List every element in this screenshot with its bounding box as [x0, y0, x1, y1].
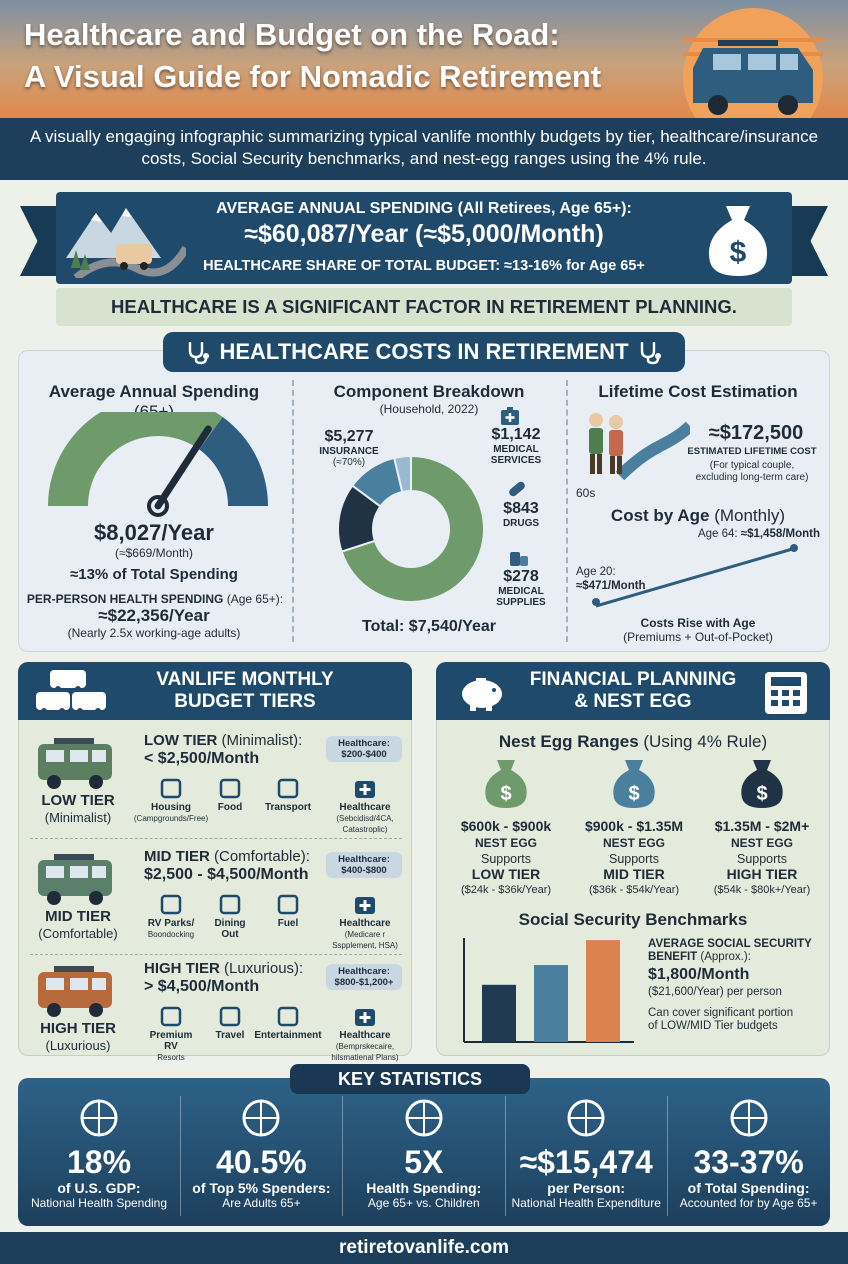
- key-stat-value: 18%: [66, 1144, 132, 1180]
- nest-egg-bag-icon: [608, 756, 660, 810]
- tier-item-icon: [218, 776, 242, 800]
- tier-name: LOW TIER: [41, 792, 115, 809]
- breakdown-heading: Component Breakdown: [333, 382, 525, 401]
- ss-bar-0: [482, 985, 516, 1042]
- calculator-icon: [762, 670, 810, 716]
- person-dollar-icon: [556, 1094, 616, 1140]
- nest-egg-supports: Supports: [608, 852, 660, 866]
- first-aid-icon: [500, 406, 520, 426]
- key-stat-sublabel: Age 65+ vs. Children: [367, 1196, 480, 1210]
- component-donut-chart: [336, 454, 486, 604]
- tier-item-icon: [276, 1004, 300, 1028]
- key-stat-sublabel: Accounted for by Age 65+: [679, 1196, 818, 1210]
- tier-item-label: Fuel: [277, 918, 299, 929]
- tier-item-icon: [159, 892, 183, 916]
- coin-stack-icon: [719, 1094, 779, 1140]
- nest-egg-income: ($24k - $36k/Year): [460, 884, 552, 896]
- tier-item-sub: (Campgrounds/Free): [133, 814, 209, 823]
- people-group-icon: [231, 1094, 291, 1140]
- ss-bar-1: [534, 965, 568, 1042]
- tier-name: HIGH TIER: [40, 1020, 116, 1037]
- tier-item-icon: [159, 776, 183, 800]
- avg-spending-value: $8,027/Year: [94, 520, 214, 545]
- tier-item: [208, 1004, 252, 1041]
- per-person-note: (Nearly 2.5x working-age adults): [67, 626, 241, 640]
- nest-egg-label: NEST EGG: [474, 836, 537, 850]
- key-stat: [343, 1092, 505, 1222]
- key-stat-sublabel: National Health Spending: [30, 1196, 168, 1210]
- nest-egg-supports: Supports: [480, 852, 532, 866]
- nest-egg-supports: Supports: [736, 852, 788, 866]
- nest-egg-bag-icon: [736, 756, 788, 810]
- key-stat-label: of U.S. GDP:: [57, 1180, 141, 1196]
- stethoscope-icon: [185, 339, 211, 365]
- nest-egg-range: $1.35M - $2M+: [714, 818, 810, 834]
- tier-item-icon: [276, 776, 300, 800]
- tier-item: [144, 1004, 198, 1063]
- tier-item-label: Healthcare: [339, 918, 391, 929]
- ss-info: AVERAGE SOCIAL SECURITY BENEFIT (Approx.): $1,800/Month ($21,600/Year) per person Can cover significant portion of LOW/MID Tier budgets: [648, 938, 812, 1032]
- nest-egg-range: $900k - $1.35M: [584, 818, 684, 834]
- nest-egg-range: $600k - $900k: [460, 818, 552, 834]
- tier-item: [133, 776, 209, 824]
- key-stat-value: ≈$15,474: [519, 1144, 653, 1180]
- tier-item-label: RV Parks/: [147, 918, 195, 929]
- tier-item-icon: [353, 776, 377, 800]
- tier-item-icon: [353, 1004, 377, 1028]
- lifetime-note2: excluding long-term care): [695, 472, 809, 483]
- tier-item: [262, 892, 314, 929]
- svg-text:$: $: [756, 783, 768, 805]
- tier-healthcare-badge: Healthcare: $400-$800: [326, 852, 402, 878]
- byage-heading: Cost by Age (Monthly): [610, 506, 786, 525]
- stethoscope-icon-right: [637, 339, 663, 365]
- footer-url[interactable]: retiretovanlife.com: [0, 1232, 848, 1264]
- key-stat-label: of Total Spending:: [687, 1180, 810, 1196]
- lifetime-value: ≈$172,500: [708, 422, 804, 444]
- nest-egg-tier: HIGH TIER: [726, 866, 798, 882]
- banner-line3: HEALTHCARE SHARE OF TOTAL BUDGET: ≈13-16% for Age 65+: [203, 258, 645, 274]
- tier-heading: LOW TIER (Minimalist):: [144, 732, 303, 749]
- breakdown-total: Total: $7,540/Year: [362, 618, 496, 635]
- tier-item-sub: (Sebcidisd/4CA, Catastroplic): [336, 814, 394, 834]
- nest-egg-bag-icon: [480, 756, 532, 810]
- tier-item-label: Food: [217, 802, 243, 813]
- breakdown-medical-services: $1,142 MEDICAL SERVICES: [490, 426, 542, 466]
- pill-icon: [506, 478, 528, 500]
- key-stat-label: of Top 5% Spenders:: [192, 1180, 331, 1196]
- per-person-value: ≈$22,356/Year: [98, 606, 210, 625]
- tier-item-label: Healthcare: [339, 1030, 391, 1041]
- money-bag-symbol: $: [729, 236, 747, 269]
- tier-item: [144, 892, 198, 940]
- byage-footer2: (Premiums + Out-of-Pocket): [623, 630, 773, 644]
- key-stat-sublabel: National Health Expenditure: [511, 1196, 661, 1210]
- banner-line1: AVERAGE ANNUAL SPENDING (All Retirees, Age 65+):: [216, 200, 632, 217]
- key-stat-value: 33-37%: [693, 1144, 804, 1180]
- tier-amount: $2,500 - $4,500/Month: [144, 866, 309, 883]
- nest-egg-label: NEST EGG: [730, 836, 793, 850]
- page-title: Healthcare and Budget on the Road: A Visual Guide for Nomadic Retirement: [24, 17, 602, 94]
- key-stat: [18, 1092, 180, 1222]
- ss-heading: Social Security Benchmarks: [518, 910, 748, 929]
- avg-spending-share: ≈13% of Total Spending: [70, 566, 238, 583]
- family-icon: [394, 1094, 454, 1140]
- tier-item-sub: Boondocking: [147, 930, 195, 939]
- nest-egg-tier: MID TIER: [603, 866, 665, 882]
- breakdown-subheading: (Household, 2022): [379, 402, 479, 416]
- key-stat: [505, 1092, 667, 1222]
- key-stats-title: KEY STATISTICS: [290, 1064, 530, 1094]
- byage-age20-value: ≈$471/Month: [576, 580, 646, 592]
- tier-subname: (Luxurious): [45, 1038, 111, 1053]
- avg-spending-heading: Average Annual Spending: [48, 382, 260, 401]
- tier-item: [322, 1004, 408, 1063]
- tier-van-icon: [34, 736, 118, 792]
- ss-bar-2: [586, 940, 620, 1042]
- point-age64: [790, 544, 798, 552]
- svg-text:$: $: [628, 783, 640, 805]
- tier-item-label: Dining Out: [214, 918, 246, 940]
- tier-item: [262, 776, 314, 813]
- tier-van-icon: [34, 964, 118, 1020]
- tier-item-icon: [218, 892, 242, 916]
- key-stat: [180, 1092, 342, 1222]
- key-stat-label: per Person:: [547, 1180, 626, 1196]
- healthcare-title: HEALTHCARE COSTS IN RETIREMENT: [163, 332, 685, 372]
- vanlife-header: VANLIFE MONTHLY BUDGET TIERS: [18, 662, 412, 720]
- breakdown-drugs: $843 DRUGS: [502, 500, 540, 529]
- tier-healthcare-badge: Healthcare: $200-$400: [326, 736, 402, 762]
- tier-item-sub: Resorts: [157, 1053, 185, 1062]
- tier-item-icon: [218, 1004, 242, 1028]
- point-age20: [592, 598, 600, 606]
- tier-item-sub: (Bemprskecaire, hilsmatienal Plans): [331, 1042, 399, 1062]
- key-stat-value: 40.5%: [216, 1144, 307, 1180]
- divider: [292, 380, 294, 642]
- globe-growth-icon: [69, 1094, 129, 1140]
- divider: [566, 380, 568, 642]
- lifetime-note1: (For typical couple,: [709, 460, 795, 471]
- money-bag-icon: [696, 196, 780, 280]
- vans-icon: [34, 668, 110, 718]
- tier-item-label: Travel: [215, 1030, 245, 1041]
- header: [0, 0, 848, 118]
- banner-value: ≈$60,087/Year (≈$5,000/Month): [244, 220, 604, 248]
- social-security-bars: [458, 934, 638, 1044]
- sunset-van-icon: [668, 8, 838, 118]
- gauge-green-arc: [48, 412, 223, 506]
- tier-amount: > $4,500/Month: [144, 978, 260, 995]
- lifetime-age-label: 60s: [576, 486, 596, 500]
- tier-item: [208, 776, 252, 813]
- financial-header: FINANCIAL PLANNING & NEST EGG: [436, 662, 830, 720]
- elderly-couple-road-icon: [580, 406, 690, 486]
- tier-item: [208, 892, 252, 940]
- tier-item-label: Housing: [151, 802, 191, 813]
- tier-divider: [30, 838, 402, 839]
- tier-healthcare-badge: Healthcare: $800-$1,200+: [326, 964, 402, 990]
- tier-item-label: Healthcare: [339, 802, 391, 813]
- nest-egg-tier: LOW TIER: [471, 866, 541, 882]
- lifetime-heading: Lifetime Cost Estimation: [598, 382, 798, 401]
- tier-subname: (Comfortable): [38, 926, 118, 941]
- tier-item-sub: (Medicare r Sspplement, HSA): [332, 930, 398, 950]
- svg-text:$: $: [500, 783, 512, 805]
- tier-van-icon: [34, 852, 118, 908]
- tier-item-icon: [276, 892, 300, 916]
- tier-name: MID TIER: [45, 908, 111, 925]
- tier-item: [322, 892, 408, 951]
- lifetime-label: ESTIMATED LIFETIME COST: [687, 446, 817, 457]
- tier-item-label: Entertainment: [254, 1030, 322, 1041]
- breakdown-medical-supplies: $278 MEDICAL SUPPLIES: [496, 568, 546, 608]
- significance-note: HEALTHCARE IS A SIGNIFICANT FACTOR IN RETIREMENT PLANNING.: [56, 288, 792, 326]
- mountain-road-icon: [66, 198, 186, 278]
- nest-egg-income: ($54k - $80k+/Year): [713, 884, 811, 896]
- byage-age20-label: Age 20:: [576, 566, 616, 578]
- tier-amount: < $2,500/Month: [144, 750, 260, 767]
- subtitle: A visually engaging infographic summarizing typical vanlife monthly budgets by tier, healthcare/insurance costs, Social Security benchmarks, and nest-egg ranges using the 4% rule.: [0, 118, 848, 180]
- byage-footer1: Costs Rise with Age: [640, 616, 756, 630]
- key-stat-value: 5X: [404, 1144, 444, 1180]
- breakdown-insurance: $5,277 INSURANCE (≈70%): [319, 428, 379, 468]
- tier-item-icon: [353, 892, 377, 916]
- tier-heading: MID TIER (Comfortable):: [144, 848, 310, 865]
- tier-heading: HIGH TIER (Luxurious):: [144, 960, 304, 977]
- per-person-label: PER-PERSON HEALTH SPENDING (Age 65+):: [26, 592, 284, 606]
- tier-item-label: Transport: [264, 802, 312, 813]
- tier-subname: (Minimalist): [44, 810, 112, 825]
- byage-age64: Age 64: ≈$1,458/Month: [697, 528, 820, 540]
- tier-item: [254, 1004, 322, 1041]
- tier-item-label: Premium RV: [149, 1030, 193, 1052]
- tier-item-icon: [159, 1004, 183, 1028]
- piggy-bank-icon: [456, 672, 508, 712]
- health-spending-gauge: [44, 412, 272, 532]
- key-stat-label: Health Spending:: [366, 1180, 482, 1196]
- tier-divider: [30, 954, 402, 955]
- key-stat: [668, 1092, 830, 1222]
- spending-banner: [56, 192, 792, 284]
- tier-item: [322, 776, 408, 835]
- nest-egg-income: ($36k - $54k/Year): [588, 884, 680, 896]
- medical-supplies-icon: [508, 546, 530, 568]
- cost-trend-line: [596, 548, 796, 606]
- avg-spending-monthly: (≈$669/Month): [115, 546, 193, 560]
- nest-egg-heading: Nest Egg Ranges (Using 4% Rule): [498, 732, 768, 751]
- nest-egg-label: NEST EGG: [602, 836, 665, 850]
- key-stat-sublabel: Are Adults 65+: [222, 1196, 301, 1210]
- cost-by-age-line: [590, 540, 806, 610]
